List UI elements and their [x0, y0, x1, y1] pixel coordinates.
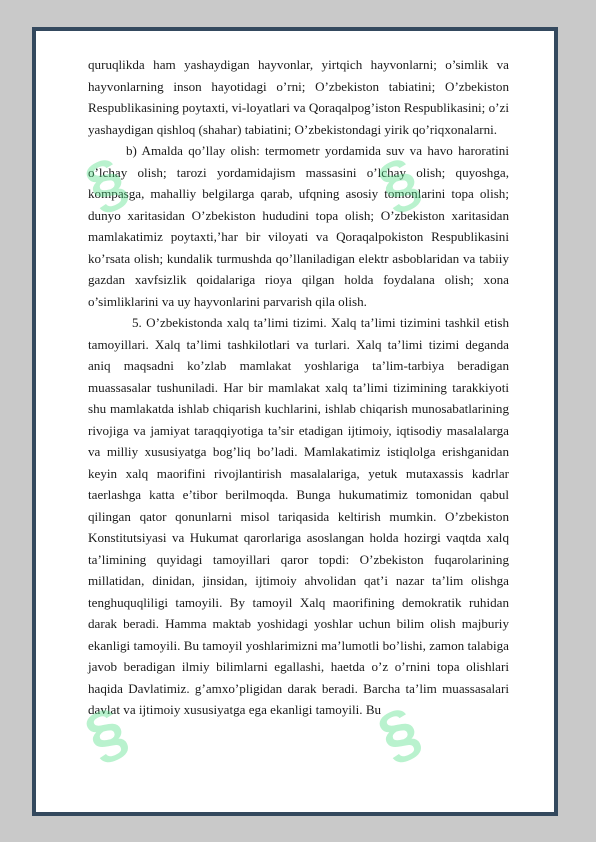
paragraph-skills: b) Amalda qo’llay olish: termometr yordamida suv va havo haroratini o’lchay olish; tarozi yordamidajism massasini o’lchay olish; quyoshga, kompasga, mahalliy belgilarga qarab, ufqning asosiy tomonlarini topa olish; dunyo xaritasidan O’zbekiston hududini topa olish; O’zbekiston xaritasidan mamlakatimiz poytaxti,’har bir viloyati va Qoraqalpokiston Respublikasini ko’rsata olish; kundalik turmushda qo’llaniladigan elektr asboblaridan va tabiiy gazdan xavfsizlik qoidalariga rioya qilgan holda foydalana olish; xona o’simliklarini va uy hayvonlarini parvarish qila olish. — [88, 143, 509, 309]
document-body — [88, 54, 509, 721]
page-frame — [32, 27, 558, 816]
watermark-logo-top-right: § — [367, 142, 431, 224]
paragraph-education-system: 5. O’zbekistonda xalq ta’limi tizimi. Xalq ta’limi tizimini tashkil etish tamoyillari. Xalq ta’limi tashkilotlari va turlari. Xalq ta’limi tizimi deganda aniq maqsadni ko’zlab mamlakat yoshlariga ta’lim-tarbiya beradigan muassasalar tushuniladi. Har bir mamlakat xalq ta’limi tizimining tarakkiyoti shu mamlakatda ishlab chiqarish kuchlarini, ishlab chiqarish munosabatlarining rivojiga va jamiyat taraqqiyotiga ta’sir etadigan ijtimoiy, iqtisodiy masalalarga va milliy xususiyatga bog’liq bo’ladi. Mamlakatimiz istiqlolga erishganidan keyin xalq maorifini rivojlantirish masalalariga, yetuk mutaxassis kadrlar taerlashga katta e’tibor berilmoqda. Bunga hukumatimiz tomonidan qabul qilingan qator qonunlarni misol tariqasida keltirish mumkin. O’zbekiston Konstitutsiyasi va Hukumat qarorlariga asoslangan holda hozirgi vaqtda xalq ta’limining quyidagi tamoyillari qaror topdi: O’zbekiston fuqarolarining millatidan, dinidan, jinsidan, ijtimoiy ahvolidan qat’i nazar ta’lim olishga tenghuquqliligi tamoyili. By tamoyil Xalq maorifining demokratik ruhidan darak beradi. Hamma maktab yoshidagi yoshlar uchun bilim olish majburiy ekanligi tamoyili. Bu tamoyil yoshlarimizni ma’lumotli bo’lishi, zamon talabiga javob beradigan ilmiy bilimlarni egallashi, haetda o’z o’rnini topa olishlari haqida Davlatimiz. g’amxo’pligidan darak beradi. Barcha ta’lim muassasalari davlat va ijtimoiy xususiyatga ega ekanligi tamoyili. Bu — [88, 315, 509, 717]
paragraph-continuation: quruqlikda ham yashaydigan hayvonlar, yirtqich hayvonlarni; o’simlik va hayvonlarning inson hayotidagi o’rni; O’zbekiston tabiatini; O’zbekiston Respublikasining poytaxti, vi-loyatlari va Qoraqalpog’iston Respublikasini; o’zi yashaydigan qishloq (shahar) tabiatini; O’zbekistondagi yirik qo’riqxonalarni. — [88, 57, 509, 137]
watermark-logo-bottom-right: § — [367, 692, 431, 774]
watermark-logo-bottom-left: § — [74, 692, 138, 774]
watermark-logo-top-left: § — [74, 142, 138, 224]
